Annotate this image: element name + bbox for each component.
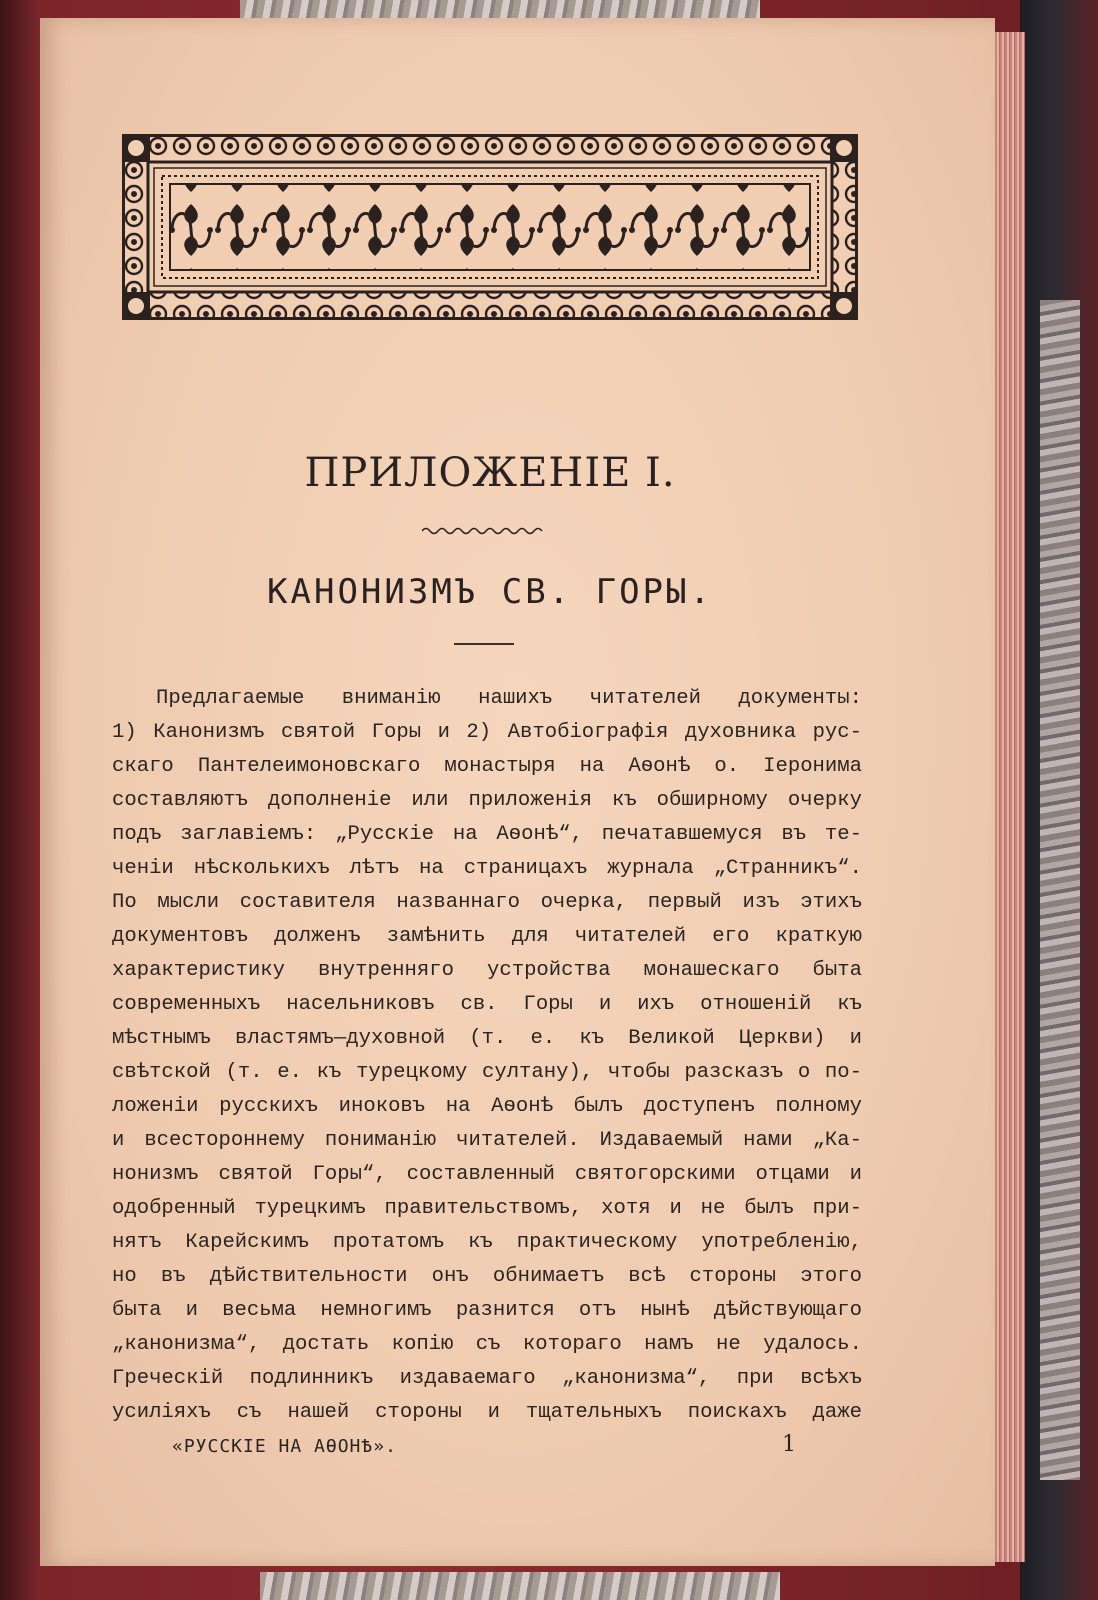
text-line: усиліяхъ съ нашей стороны и тщательныхъ поискахъ даже: [112, 1401, 862, 1424]
text-line: свѣтской (т. е. къ турецкому султану), чтобы разсказъ о по-: [112, 1061, 862, 1084]
text-line: 1) Канонизмъ святой Горы и 2) Автобіографія духовника рус-: [112, 721, 862, 744]
text-line: Греческій подлинникъ издаваемаго „канонизма“, при всѣхъ: [112, 1367, 862, 1390]
text-line: мѣстнымъ властямъ—духовной (т. е. къ Великой Церкви) и: [112, 1027, 862, 1050]
book-spine: [0, 0, 40, 1600]
running-footer: «РУССКІЕ НА АѲОНѢ».: [172, 1436, 397, 1457]
body-text: [112, 682, 862, 1430]
text-line: составляютъ дополненіе или приложенія къ обширному очерку: [112, 789, 862, 812]
text-line: скаго Пантелеимоновскаго монастыря на Аѳонѣ о. Іеронима: [112, 755, 862, 778]
marbled-endpaper: [1040, 300, 1080, 1480]
text-line: подъ заглавіемъ: „Русскіе на Аѳонѣ“, печатавшемуся въ те-: [112, 823, 862, 846]
decorative-squiggle-divider: [422, 524, 546, 538]
text-line: документовъ долженъ замѣнить для читателей его краткую: [112, 925, 862, 948]
ornamental-headpiece: [122, 134, 858, 320]
marbled-endpaper-bottom: [260, 1572, 780, 1600]
appendix-title: ПРИЛОЖЕНІЕ I.: [304, 450, 676, 496]
text-line: но въ дѣйствительности онъ обнимаетъ всѣ стороны этого: [112, 1265, 862, 1288]
text-line: нонизмъ святой Горы“, составленный святогорскими отцами и: [112, 1163, 862, 1186]
text-line: ченіи нѣсколькихъ лѣтъ на страницахъ журнала „Странникъ“.: [112, 857, 862, 880]
text-line: „канонизма“, достать копію съ котораго намъ не удалось.: [112, 1333, 862, 1356]
page-number: 1: [782, 1432, 796, 1457]
text-line: характеристику внутренняго устройства монашескаго быта: [112, 959, 862, 982]
text-line: По мысли составителя названнаго очерка, первый изъ этихъ: [112, 891, 862, 914]
heading-rule: [454, 643, 514, 645]
text-line: быта и весьма немногимъ разнится отъ нынѣ дѣйствующаго: [112, 1299, 862, 1322]
text-line: ложеніи русскихъ иноковъ на Аѳонѣ былъ доступенъ полному: [112, 1095, 862, 1118]
section-heading: КАНОНИЗМЪ СВ. ГОРЫ.: [267, 572, 713, 612]
text-line: одобренный турецкимъ правительствомъ, хотя и не былъ при-: [112, 1197, 862, 1220]
text-line: нятъ Карейскимъ протатомъ къ практическому употребленію,: [112, 1231, 862, 1254]
text-line: современныхъ насельниковъ св. Горы и ихъ отношеній къ: [112, 993, 862, 1016]
book-page: [40, 18, 995, 1566]
text-line: Предлагаемые вниманію нашихъ читателей документы:: [156, 687, 862, 710]
text-line: и всестороннему пониманію читателей. Издаваемый нами „Ка-: [112, 1129, 862, 1152]
